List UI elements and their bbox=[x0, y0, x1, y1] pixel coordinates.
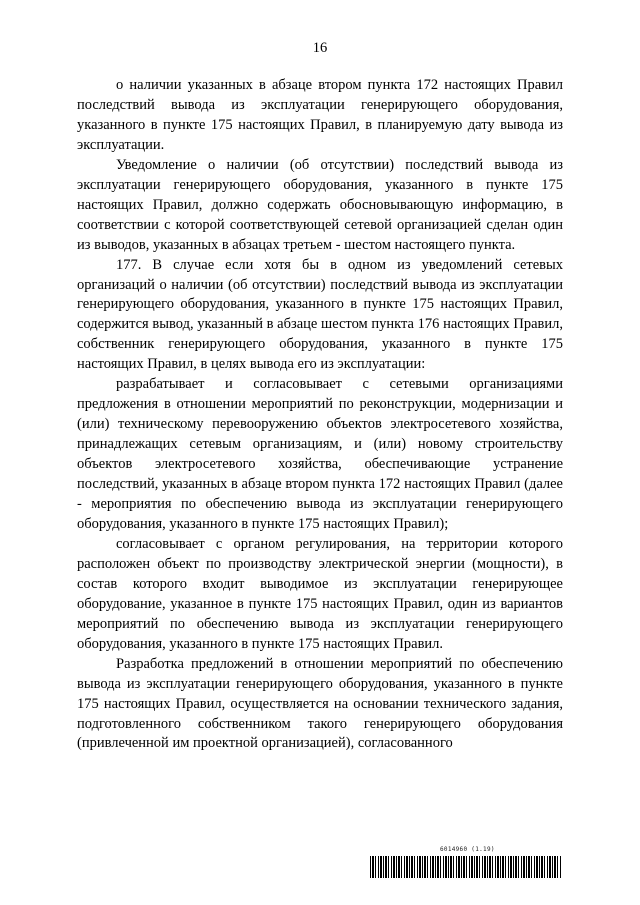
paragraph-clause-177: 177. В случае если хотя бы в одном из уведомлений сетевых организаций о наличии (об отсутствии) последствий вывода из эксплуатации генерирующего оборудования, указанного в пункте 175 настоящих Правил, содержится вывод, указанный в абзаце шестом пункта 176 настоящих Правил, собственник генерирующего оборудования, указанного в пункте 175 настоящих Правил, в целях вывода его из эксплуатации: bbox=[77, 256, 563, 373]
paragraph-development-of-proposals: Разработка предложений в отношении мероприятий по обеспечению вывода из эксплуатации генерирующего оборудования, указанного в пункте 175 настоящих Правил, осуществляется на основании технического задания, подготовленного собственником такого генерирующего оборудования (привлеченной им проектной организацией), согласованного bbox=[77, 655, 563, 752]
page-number: 16 bbox=[312, 40, 328, 56]
paragraph-notification-content: Уведомление о наличии (об отсутствии) последствий вывода из эксплуатации генерирующего оборудования, указанного в пункте 175 настоящих Правил, должно содержать обосновывающую информацию, в соответствии с которой соответствующей сетевой организацией сделан один из выводов, указанных в абзацах третьем - шестом настоящего пункта. bbox=[77, 156, 563, 253]
paragraph-agrees-with-regulator: согласовывает с органом регулирования, на территории которого расположен объект по производству электрической энергии (мощности), в состав которого входит выводимое из эксплуатации генерирующее оборудование, указанное в пункте 175 настоящих Правил, один из вариантов мероприятий по обеспечению вывода из эксплуатации генерирующего оборудования, указанного в пункте 175 настоящих Правил. bbox=[77, 535, 563, 652]
document-body bbox=[77, 76, 563, 754]
paragraph-notice-continuation: о наличии указанных в абзаце втором пункта 172 настоящих Правил последствий вывода из эксплуатации генерирующего оборудования, указанного в пункте 175 настоящих Правил, в планируемую дату вывода из эксплуатации. bbox=[77, 77, 563, 153]
barcode-image bbox=[370, 856, 562, 878]
document-code: 6014960 (1.19) bbox=[440, 846, 495, 853]
paragraph-develops-and-agrees: разрабатывает и согласовывает с сетевыми организациями предложения в отношении мероприятий по реконструкции, модернизации и (или) техническому перевооружению объектов электросетевого хозяйства, принадлежащих сетевым организациям, и (или) новому строительству объектов электросетевого хозяйства, обеспечивающие устранение последствий, указанных в абзаце втором пункта 172 настоящих Правил (далее - мероприятия по обеспечению вывода из эксплуатации генерирующего оборудования, указанного в пункте 175 настоящих Правил); bbox=[77, 376, 563, 532]
